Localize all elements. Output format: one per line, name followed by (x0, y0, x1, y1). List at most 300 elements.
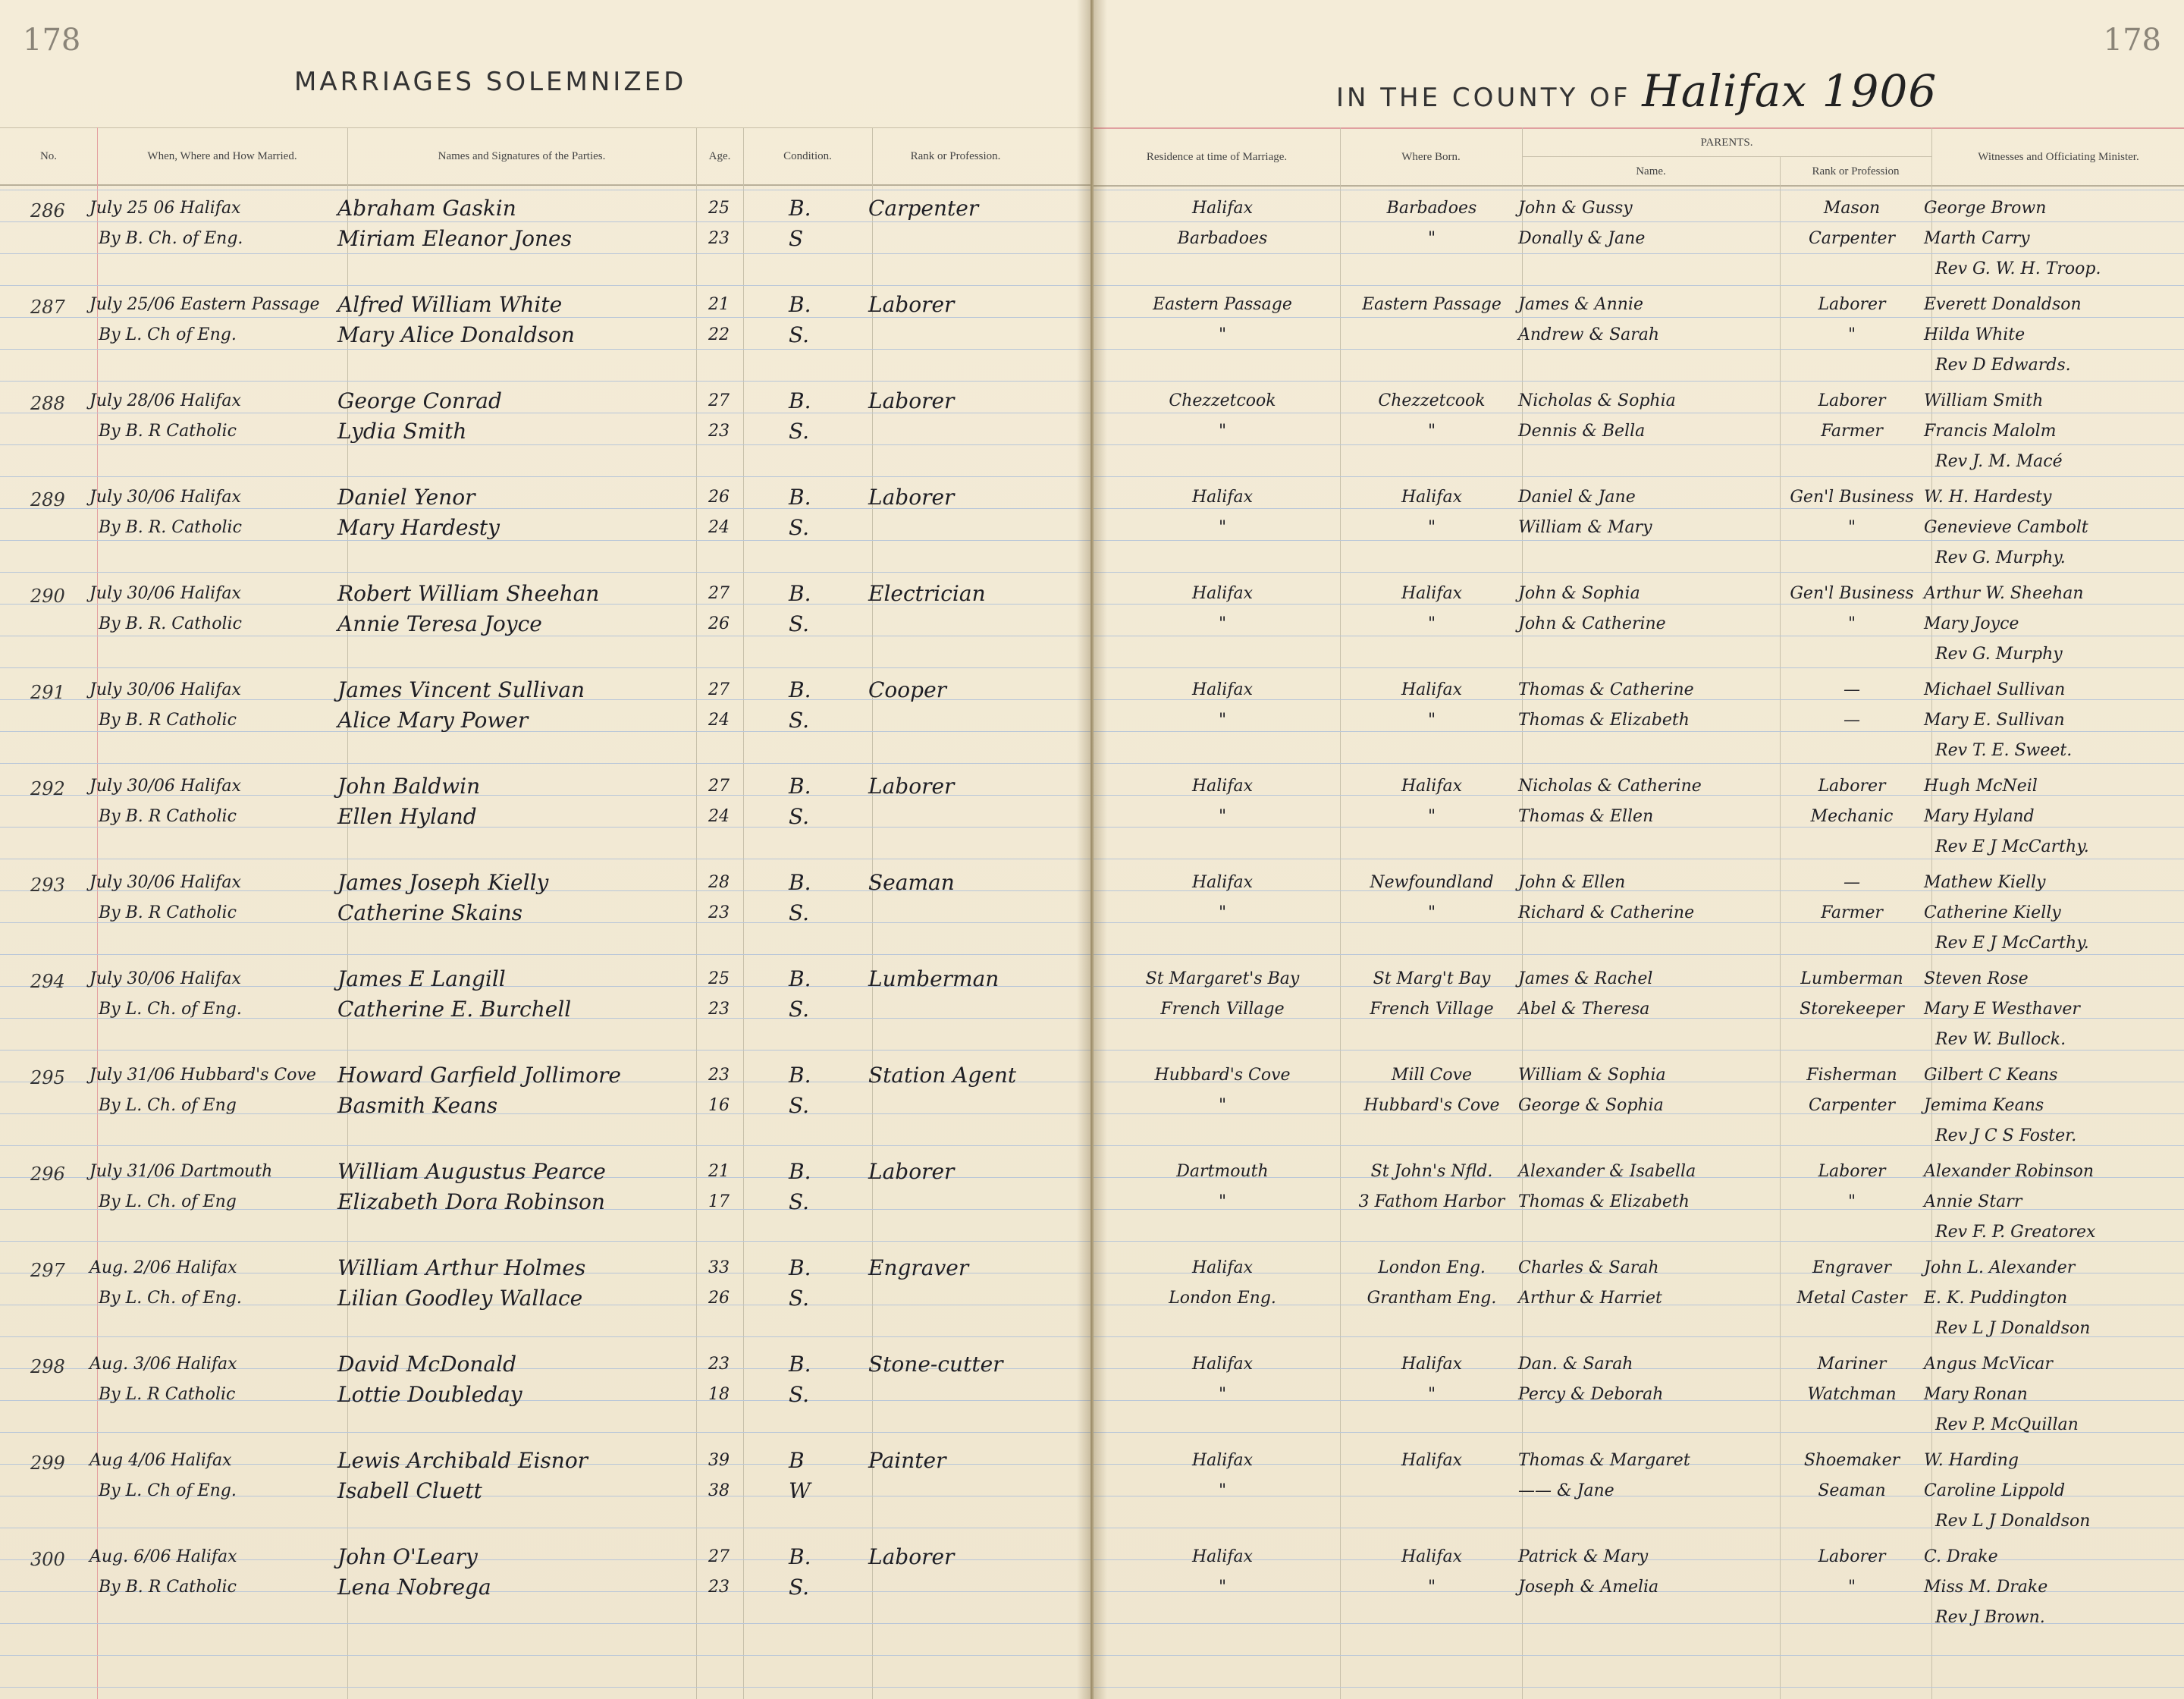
parents-profession-groom: Mariner (1817, 1355, 1887, 1374)
parents-names-bride: Thomas & Elizabeth (1518, 1192, 1690, 1211)
bride-condition: S. (789, 1286, 810, 1311)
residence-groom: Halifax (1191, 199, 1254, 218)
groom-age: 39 (708, 1451, 730, 1470)
column-header-parent-rank: Rank or Profession (1812, 165, 1900, 177)
groom-name: Robert William Sheehan (337, 581, 600, 606)
groom-profession: Laborer (868, 1544, 955, 1569)
column-header-parents: PARENTS. (1700, 136, 1753, 149)
groom-name: Abraham Gaskin (337, 196, 516, 221)
bride-condition: S. (789, 611, 810, 636)
groom-profession: Carpenter (868, 196, 979, 221)
bride-name: Lena Nobrega (337, 1575, 491, 1600)
birthplace-groom: Halifax (1401, 1355, 1463, 1374)
entry-number: 287 (30, 297, 65, 318)
column-header-row (1094, 127, 2184, 187)
officiating-minister: Rev P. McQuillan (1935, 1415, 2079, 1434)
parents-names-groom: John & Gussy (1518, 199, 1633, 218)
parents-profession-bride: Mechanic (1810, 807, 1894, 826)
ruled-line (0, 1687, 1090, 1688)
birthplace-groom: Halifax (1401, 488, 1463, 507)
groom-age: 21 (708, 295, 730, 314)
bride-age: 17 (708, 1192, 730, 1211)
witness-2: Catherine Kielly (1924, 903, 2061, 922)
parents-names-groom: James & Annie (1518, 295, 1643, 314)
groom-age: 27 (708, 777, 730, 796)
witness-2: Caroline Lippold (1924, 1481, 2066, 1500)
bride-name: Ellen Hyland (337, 804, 477, 829)
ruled-line (0, 1241, 1090, 1242)
book-gutter (1077, 0, 1107, 1699)
birthplace-groom: Halifax (1401, 680, 1463, 699)
groom-age: 26 (708, 488, 730, 507)
parents-names-bride: Dennis & Bella (1518, 422, 1646, 441)
ruled-line (0, 1655, 1090, 1656)
groom-name: James Joseph Kielly (337, 870, 549, 895)
officiating-minister: Rev G. Murphy. (1935, 548, 2066, 567)
residence-groom: Halifax (1191, 777, 1254, 796)
officiating-minister: Rev L J Donaldson (1935, 1319, 2091, 1338)
witness-1: W. H. Hardesty (1924, 488, 2052, 507)
residence-bride: " (1218, 807, 1227, 826)
ruled-line (1094, 572, 2184, 573)
column-header-born: Where Born. (1401, 150, 1461, 163)
when-where-line2: By B. R Catholic (99, 422, 237, 441)
groom-profession: Laborer (868, 292, 955, 317)
when-where-line2: By B. R Catholic (99, 1578, 237, 1597)
bride-name: Lydia Smith (337, 419, 467, 444)
parents-profession-bride: " (1847, 518, 1856, 537)
bride-name: Lilian Goodley Wallace (337, 1286, 583, 1311)
parents-profession-bride: " (1847, 325, 1856, 344)
parents-profession-bride: Carpenter (1808, 229, 1896, 248)
when-where-line2: By L. Ch. of Eng. (99, 1000, 242, 1019)
bride-condition: S. (789, 1093, 810, 1118)
parents-profession-groom: Lumberman (1800, 969, 1903, 988)
ruled-line (1094, 349, 2184, 350)
parents-profession-bride: " (1847, 1192, 1856, 1211)
groom-name: John O'Leary (337, 1544, 478, 1569)
witness-1: W. Harding (1924, 1451, 2019, 1470)
birthplace-groom: Halifax (1401, 584, 1463, 603)
birthplace-groom: Eastern Passage (1362, 295, 1502, 314)
bride-age: 22 (708, 325, 730, 344)
residence-groom: Eastern Passage (1153, 295, 1292, 314)
when-where-line1: July 30/06 Halifax (89, 680, 241, 699)
witness-2: Genevieve Cambolt (1924, 518, 2088, 537)
witness-2: Mary Joyce (1924, 614, 2019, 633)
witness-2: Marth Carry (1924, 229, 2030, 248)
bride-name: Catherine Skains (337, 900, 523, 925)
residence-groom: Halifax (1191, 1355, 1254, 1374)
county-name: Halifax 1906 (1642, 65, 1938, 117)
ruled-line (0, 667, 1090, 668)
entry-number: 296 (30, 1164, 65, 1185)
parents-names-groom: Nicholas & Catherine (1518, 777, 1702, 796)
groom-condition: B. (789, 196, 811, 221)
ruled-line (1094, 667, 2184, 668)
birthplace-bride: " (1427, 1385, 1436, 1404)
officiating-minister: Rev E J McCarthy. (1935, 934, 2089, 953)
officiating-minister: Rev D Edwards. (1935, 356, 2071, 375)
when-where-line2: By L. Ch of Eng. (99, 325, 237, 344)
residence-bride: Barbadoes (1177, 229, 1268, 248)
entry-number: 288 (30, 393, 65, 414)
groom-age: 25 (708, 969, 730, 988)
residence-groom: Halifax (1191, 584, 1254, 603)
residence-groom: Hubbard's Cove (1154, 1066, 1291, 1085)
parents-names-groom: William & Sophia (1518, 1066, 1666, 1085)
officiating-minister: Rev L J Donaldson (1935, 1512, 2091, 1531)
bride-name: Elizabeth Dora Robinson (337, 1189, 605, 1214)
residence-bride: " (1218, 1192, 1227, 1211)
groom-age: 28 (708, 873, 730, 892)
column-header-rank: Rank or Profession. (910, 149, 1001, 162)
when-where-line2: By L. Ch. of Eng. (99, 1289, 242, 1308)
parents-names-groom: Thomas & Catherine (1518, 680, 1694, 699)
groom-profession: Painter (868, 1448, 946, 1473)
groom-profession: Laborer (868, 1159, 955, 1184)
parents-profession-groom: — (1844, 873, 1860, 892)
residence-groom: Halifax (1191, 488, 1254, 507)
column-header-condition: Condition. (783, 149, 832, 162)
officiating-minister: Rev T. E. Sweet. (1935, 741, 2073, 760)
column-header-row (0, 127, 1090, 186)
column-header-names: Names and Signatures of the Parties. (438, 149, 606, 162)
ruled-line (1094, 221, 2184, 222)
witness-1: Everett Donaldson (1924, 295, 2082, 314)
birthplace-bride: " (1427, 1578, 1436, 1597)
residence-groom: Chezzetcook (1169, 391, 1276, 410)
birthplace-groom: Halifax (1401, 777, 1463, 796)
when-where-line2: By B. R Catholic (99, 903, 237, 922)
birthplace-bride: " (1427, 422, 1436, 441)
bride-age: 23 (708, 422, 730, 441)
birthplace-groom: Halifax (1401, 1547, 1463, 1566)
ruled-line (0, 476, 1090, 477)
groom-age: 27 (708, 1547, 730, 1566)
bride-condition: S. (789, 1189, 810, 1214)
bride-condition: S. (789, 515, 810, 540)
entry-number: 295 (30, 1067, 65, 1088)
when-where-line1: July 30/06 Halifax (89, 969, 241, 988)
bride-name: Isabell Cluett (337, 1478, 482, 1503)
bride-age: 23 (708, 1578, 730, 1597)
column-header-when: When, Where and How Married. (147, 149, 297, 162)
when-where-line2: By L. R Catholic (99, 1385, 236, 1404)
residence-groom: Halifax (1191, 1258, 1254, 1277)
birthplace-groom: London Eng. (1378, 1258, 1486, 1277)
parents-names-groom: Patrick & Mary (1518, 1547, 1649, 1566)
groom-name: James E Langill (337, 966, 506, 991)
when-where-line2: By L. Ch of Eng. (99, 1481, 237, 1500)
ruled-line (1094, 1687, 2184, 1688)
bride-condition: S. (789, 997, 810, 1022)
parents-profession-bride: Carpenter (1808, 1096, 1896, 1115)
birthplace-bride: " (1427, 614, 1436, 633)
groom-name: William Arthur Holmes (337, 1255, 586, 1280)
when-where-line1: July 31/06 Dartmouth (89, 1162, 273, 1181)
ruled-line (1094, 1655, 2184, 1656)
page-title: MARRIAGES SOLEMNIZED (294, 67, 687, 97)
bride-age: 16 (708, 1096, 730, 1115)
parents-names-groom: James & Rachel (1518, 969, 1653, 988)
birthplace-bride: " (1427, 903, 1436, 922)
groom-condition: B. (789, 485, 811, 510)
witness-2: Miss M. Drake (1924, 1578, 2048, 1597)
residence-groom: Halifax (1191, 873, 1254, 892)
ruled-line (1094, 253, 2184, 254)
groom-condition: B. (789, 581, 811, 606)
groom-name: Daniel Yenor (337, 485, 475, 510)
groom-profession: Electrician (868, 581, 986, 606)
groom-profession: Lumberman (868, 966, 999, 991)
parents-profession-groom: Laborer (1818, 295, 1886, 314)
groom-age: 27 (708, 584, 730, 603)
parents-profession-bride: Farmer (1821, 422, 1883, 441)
birthplace-bride: " (1427, 518, 1436, 537)
when-where-line2: By L. Ch. of Eng (99, 1192, 237, 1211)
ruled-line (1094, 476, 2184, 477)
parents-profession-groom: Gen'l Business (1790, 584, 1914, 603)
parents-profession-bride: Watchman (1807, 1385, 1897, 1404)
witness-2: Mary Ronan (1924, 1385, 2028, 1404)
groom-condition: B. (789, 774, 811, 799)
birthplace-bride: " (1427, 229, 1436, 248)
officiating-minister: Rev E J McCarthy. (1935, 837, 2089, 856)
entry-number: 294 (30, 971, 65, 992)
residence-bride: " (1218, 1481, 1227, 1500)
bride-age: 38 (708, 1481, 730, 1500)
parents-names-bride: Thomas & Ellen (1518, 807, 1654, 826)
birthplace-bride: 3 Fathom Harbor (1358, 1192, 1505, 1211)
groom-profession: Engraver (868, 1255, 969, 1280)
witness-2: Hilda White (1924, 325, 2026, 344)
when-where-line1: July 28/06 Halifax (89, 391, 241, 410)
entry-number: 289 (30, 489, 65, 510)
parents-names-bride: Andrew & Sarah (1518, 325, 1660, 344)
witness-1: Gilbert C Keans (1924, 1066, 2058, 1085)
ruled-line (0, 763, 1090, 764)
birthplace-groom: St John's Nfld. (1370, 1162, 1493, 1181)
witness-1: Alexander Robinson (1924, 1162, 2095, 1181)
witness-2: Mary Hyland (1924, 807, 2035, 826)
parents-names-bride: Donally & Jane (1518, 229, 1646, 248)
parents-profession-bride: Seaman (1818, 1481, 1886, 1500)
ruled-line (0, 954, 1090, 955)
groom-condition: B. (789, 292, 811, 317)
bride-condition: S. (789, 1575, 810, 1600)
parents-profession-groom: — (1844, 680, 1860, 699)
residence-bride: " (1218, 1578, 1227, 1597)
witness-2: Mary E. Sullivan (1924, 711, 2065, 730)
when-where-line2: By L. Ch. of Eng (99, 1096, 237, 1115)
ruled-line (0, 253, 1090, 254)
parents-names-bride: Abel & Theresa (1518, 1000, 1650, 1019)
groom-name: David McDonald (337, 1352, 517, 1377)
birthplace-groom: Mill Cove (1391, 1066, 1473, 1085)
residence-groom: Halifax (1191, 1547, 1254, 1566)
when-where-line1: July 25 06 Halifax (89, 199, 241, 218)
witness-2: Jemima Keans (1924, 1096, 2044, 1115)
ruled-line (0, 221, 1090, 222)
parents-names-groom: Dan. & Sarah (1518, 1355, 1633, 1374)
column-header-no: No. (39, 149, 58, 162)
bride-name: Lottie Doubleday (337, 1382, 522, 1407)
groom-profession: Stone-cutter (868, 1352, 1003, 1377)
birthplace-bride: Hubbard's Cove (1363, 1096, 1500, 1115)
birthplace-bride: Grantham Eng. (1367, 1289, 1497, 1308)
parents-profession-groom: Fisherman (1806, 1066, 1897, 1085)
parents-names-bride: George & Sophia (1518, 1096, 1664, 1115)
witness-1: Arthur W. Sheehan (1924, 584, 2084, 603)
when-where-line1: July 25/06 Eastern Passage (89, 295, 320, 314)
parents-profession-groom: Engraver (1812, 1258, 1891, 1277)
parents-names-bride: John & Catherine (1518, 614, 1666, 633)
parents-names-bride: Percy & Deborah (1518, 1385, 1664, 1404)
groom-condition: B. (789, 1255, 811, 1280)
ruled-line (0, 1145, 1090, 1146)
bride-age: 26 (708, 614, 730, 633)
entry-number: 300 (30, 1549, 65, 1570)
parents-names-groom: John & Sophia (1518, 584, 1640, 603)
witness-1: C. Drake (1924, 1547, 1998, 1566)
when-where-line1: Aug 4/06 Halifax (89, 1451, 232, 1470)
when-where-line1: July 30/06 Halifax (89, 873, 241, 892)
parents-names-groom: Alexander & Isabella (1518, 1162, 1696, 1181)
ruled-line (0, 1623, 1090, 1624)
officiating-minister: Rev J. M. Macé (1935, 452, 2063, 471)
groom-condition: B. (789, 1352, 811, 1377)
bride-name: Mary Alice Donaldson (337, 322, 575, 347)
parents-profession-groom: Laborer (1818, 1547, 1886, 1566)
residence-groom: St Margaret's Bay (1145, 969, 1300, 988)
witness-1: Mathew Kielly (1924, 873, 2046, 892)
column-header-parent-name: Name. (1636, 165, 1666, 177)
groom-age: 23 (708, 1066, 730, 1085)
when-where-line2: By B. R. Catholic (99, 518, 242, 537)
witness-1: George Brown (1924, 199, 2047, 218)
bride-condition: S. (789, 708, 810, 733)
witness-2: Annie Starr (1924, 1192, 2022, 1211)
parents-profession-bride: Storekeeper (1800, 1000, 1904, 1019)
entry-number: 297 (30, 1260, 65, 1281)
parents-profession-groom: Shoemaker (1803, 1451, 1900, 1470)
witness-1: Steven Rose (1924, 969, 2029, 988)
groom-name: Alfred William White (337, 292, 563, 317)
parents-names-bride: Joseph & Amelia (1518, 1578, 1659, 1597)
parents-names-groom: Daniel & Jane (1518, 488, 1636, 507)
column-header-residence: Residence at time of Marriage. (1146, 150, 1288, 163)
ruled-line (0, 349, 1090, 350)
groom-condition: B. (789, 870, 811, 895)
when-where-line1: Aug. 3/06 Halifax (89, 1355, 237, 1374)
residence-bride: French Village (1160, 1000, 1285, 1019)
residence-bride: " (1218, 1385, 1227, 1404)
groom-condition: B. (789, 966, 811, 991)
groom-profession: Laborer (868, 388, 955, 413)
ruled-line (0, 444, 1090, 445)
ruled-line (1094, 285, 2184, 286)
bride-condition: S. (789, 419, 810, 444)
residence-bride: " (1218, 325, 1227, 344)
bride-name: Miriam Eleanor Jones (337, 226, 572, 251)
parents-names-bride: Richard & Catherine (1518, 903, 1695, 922)
bride-age: 24 (708, 807, 730, 826)
groom-profession: Seaman (868, 870, 955, 895)
when-where-line1: July 31/06 Hubbard's Cove (89, 1066, 316, 1085)
title-prefix: IN THE COUNTY OF (1336, 83, 1631, 113)
page-number: 178 (2103, 23, 2161, 58)
groom-age: 25 (708, 199, 730, 218)
residence-bride: " (1218, 518, 1227, 537)
officiating-minister: Rev J Brown. (1935, 1608, 2045, 1627)
when-where-line2: By B. R. Catholic (99, 614, 242, 633)
birthplace-groom: Barbadoes (1386, 199, 1477, 218)
groom-profession: Station Agent (868, 1063, 1017, 1088)
ruled-line (0, 1336, 1090, 1337)
bride-name: Alice Mary Power (337, 708, 529, 733)
witness-2: E. K. Puddington (1924, 1289, 2068, 1308)
groom-name: Lewis Archibald Eisnor (337, 1448, 588, 1473)
groom-age: 27 (708, 680, 730, 699)
when-where-line1: Aug. 6/06 Halifax (89, 1547, 237, 1566)
parents-profession-groom: Mason (1823, 199, 1881, 218)
bride-condition: S. (789, 322, 810, 347)
entry-number: 298 (30, 1356, 65, 1377)
birthplace-groom: Halifax (1401, 1451, 1463, 1470)
bride-name: Mary Hardesty (337, 515, 500, 540)
parents-names-bride: Arthur & Harriet (1518, 1289, 1662, 1308)
groom-condition: B. (789, 677, 811, 702)
birthplace-bride: " (1427, 711, 1436, 730)
parents-names-bride: Thomas & Elizabeth (1518, 711, 1690, 730)
parents-profession-groom: Laborer (1818, 391, 1886, 410)
parents-profession-bride: Farmer (1821, 903, 1883, 922)
parents-profession-bride: " (1847, 1578, 1856, 1597)
page-number: 178 (23, 23, 81, 58)
parents-profession-groom: Gen'l Business (1790, 488, 1914, 507)
groom-name: Howard Garfield Jollimore (337, 1063, 621, 1088)
groom-name: John Baldwin (337, 774, 481, 799)
bride-age: 26 (708, 1289, 730, 1308)
groom-name: George Conrad (337, 388, 502, 413)
when-where-line1: July 30/06 Halifax (89, 777, 241, 796)
ruled-line (1094, 444, 2184, 445)
parents-names-groom: Nicholas & Sophia (1518, 391, 1676, 410)
residence-bride: " (1218, 422, 1227, 441)
bride-age: 18 (708, 1385, 730, 1404)
residence-bride: " (1218, 903, 1227, 922)
column-header-age: Age. (708, 149, 731, 162)
bride-condition: S (789, 226, 804, 251)
when-where-line1: July 30/06 Halifax (89, 584, 241, 603)
groom-name: James Vincent Sullivan (337, 677, 585, 702)
groom-condition: B (789, 1448, 805, 1473)
when-where-line2: By B. Ch. of Eng. (99, 229, 243, 248)
groom-name: William Augustus Pearce (337, 1159, 606, 1184)
page-title (1336, 65, 1937, 117)
officiating-minister: Rev F. P. Greatorex (1935, 1223, 2096, 1242)
groom-profession: Laborer (868, 774, 955, 799)
bride-age: 23 (708, 1000, 730, 1019)
parents-names-groom: John & Ellen (1518, 873, 1626, 892)
parents-profession-groom: Laborer (1818, 777, 1886, 796)
officiating-minister: Rev G. Murphy (1935, 645, 2063, 664)
birthplace-groom: Newfoundland (1370, 873, 1494, 892)
officiating-minister: Rev W. Bullock. (1935, 1030, 2066, 1049)
parents-names-bride: William & Mary (1518, 518, 1652, 537)
parents-profession-bride: " (1847, 614, 1856, 633)
